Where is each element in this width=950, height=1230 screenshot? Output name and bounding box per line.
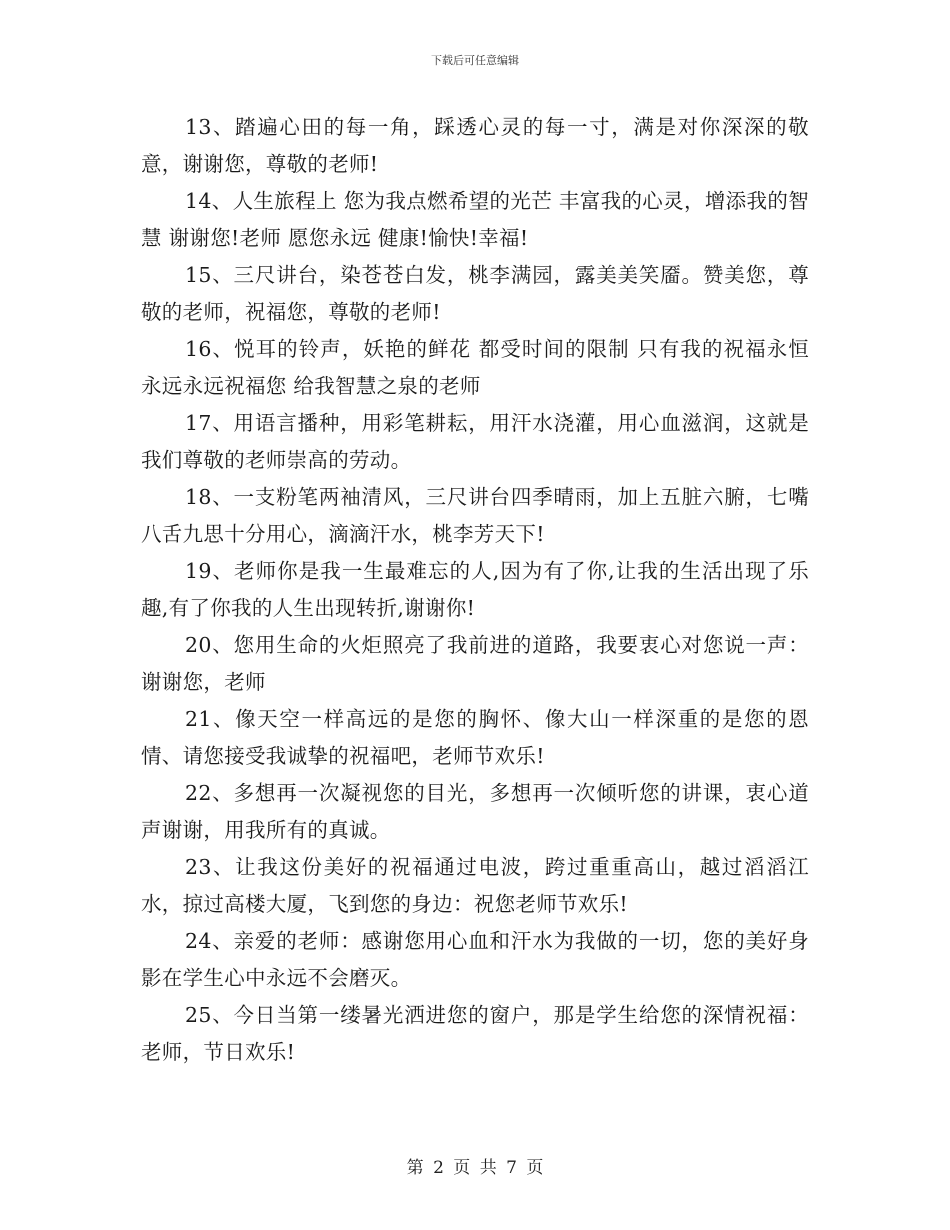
paragraph-17: 17、用语言播种，用彩笔耕耘，用汗水浇灌，用心血滋润，这就是我们尊敬的老师崇高的劳动。 bbox=[141, 411, 809, 472]
paragraph-20: 20、您用生命的火炬照亮了我前进的道路，我要衷心对您说一声：谢谢您，老师 bbox=[141, 633, 809, 694]
paragraph-23: 23、让我这份美好的祝福通过电波，跨过重重高山，越过滔滔江水，掠过高楼大厦，飞到您的身边：祝您老师节欢乐! bbox=[141, 855, 809, 916]
paragraph-19: 19、老师你是我一生最难忘的人,因为有了你,让我的生活出现了乐趣,有了你我的人生出现转折,谢谢你! bbox=[141, 559, 809, 620]
paragraph-24: 24、亲爱的老师：感谢您用心血和汗水为我做的一切，您的美好身影在学生心中永远不会磨灭。 bbox=[141, 929, 809, 990]
paragraph-22: 22、多想再一次凝视您的目光，多想再一次倾听您的讲课，衷心道声谢谢，用我所有的真诚。 bbox=[141, 781, 809, 842]
document-body bbox=[141, 109, 816, 1071]
paragraph-16: 16、悦耳的铃声，妖艳的鲜花 都受时间的限制 只有我的祝福永恒 永远永远祝福您 给我智慧之泉的老师 bbox=[141, 337, 816, 398]
paragraph-25: 25、今日当第一缕暑光洒进您的窗户，那是学生给您的深情祝福：老师，节日欢乐! bbox=[141, 1003, 809, 1064]
paragraph-21: 21、像天空一样高远的是您的胸怀、像大山一样深重的是您的恩情、请您接受我诚挚的祝福吧，老师节欢乐! bbox=[141, 707, 809, 768]
page-number-footer: 第 2 页 共 7 页 bbox=[406, 1158, 544, 1178]
paragraph-18: 18、一支粉笔两袖清风，三尺讲台四季晴雨，加上五脏六腑，七嘴八舌九思十分用心，滴滴汗水，桃李芳天下! bbox=[141, 485, 809, 546]
header-note: 下载后可任意编辑 bbox=[431, 54, 519, 67]
paragraph-15: 15、三尺讲台，染苍苍白发，桃李满园，露美美笑靥。赞美您，尊敬的老师，祝福您，尊敬的老师! bbox=[141, 263, 809, 324]
paragraph-14: 14、人生旅程上 您为我点燃希望的光芒 丰富我的心灵，增添我的智慧 谢谢您!老师 愿您永远 健康!愉快!幸福! bbox=[141, 189, 809, 250]
paragraph-13: 13、踏遍心田的每一角，踩透心灵的每一寸，满是对你深深的敬意，谢谢您，尊敬的老师! bbox=[141, 115, 809, 176]
